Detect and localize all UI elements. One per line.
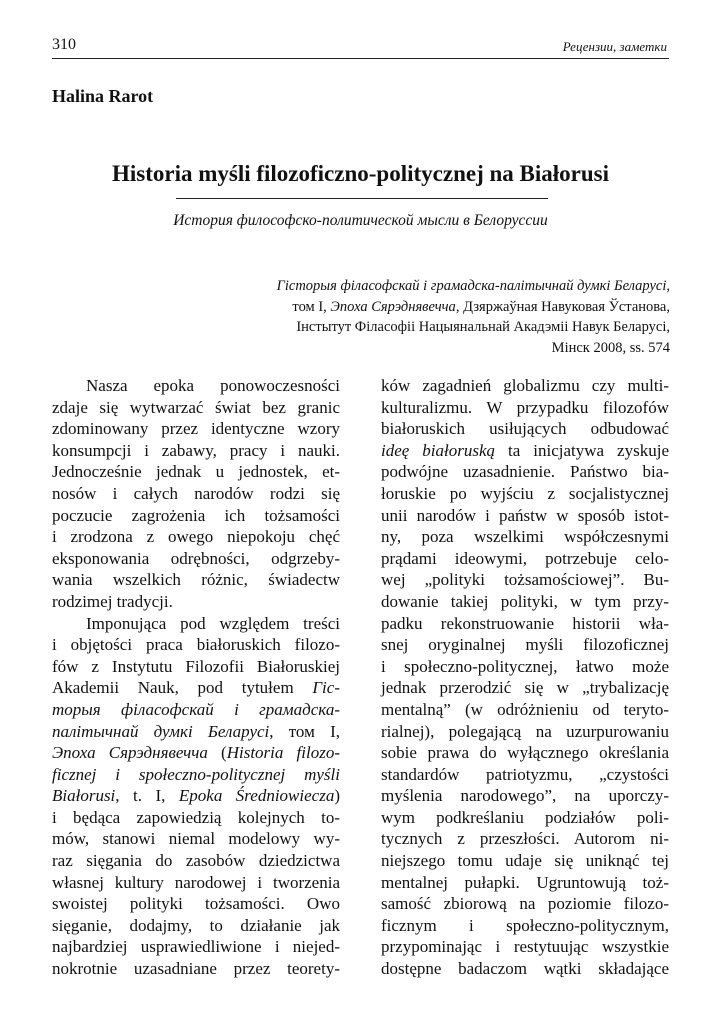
text-line: Эпоха Сярэднявечча (Historia filozo-	[52, 743, 340, 763]
text-line: najbardziej usprawiedliwione i niejed-	[52, 937, 340, 957]
text-line: торыя філасофскай і грамадска-	[52, 699, 340, 719]
text-line: палітычнай думкі Беларусі, том I,	[52, 721, 340, 741]
text-line: mów, stanowi niemal modelowy wy-	[52, 829, 340, 849]
text-line: i społeczno-politycznej, łatwo może	[381, 656, 669, 676]
text-line: raz sięgania do zasobów dziedzictwa	[52, 851, 340, 871]
text-line: mentalną” (w odróżnieniu od teryto-	[381, 699, 669, 719]
text-line: podwójne uzasadnienie. Państwo bia-	[381, 462, 669, 482]
text-line: ficznej i społeczno-politycznej myśli	[52, 764, 340, 784]
text-line: konsumpcji i zabawy, pracy i nauki.	[52, 440, 340, 460]
page-header	[52, 36, 669, 59]
biblio-line: Мінск 2008, ss. 574	[551, 339, 670, 356]
text-line: dowanie takiej polityki, w tym przy-	[381, 591, 669, 611]
paragraph	[52, 375, 340, 613]
running-title: Рецензии, заметки	[562, 39, 667, 54]
biblio-line: том I, Эпоха Сярэднявечча, Дзяржаўная Навуковая Ўстанова,	[292, 298, 670, 315]
text-line: poczucie zagrożenia ich tożsamości	[52, 505, 340, 525]
text-line: zdaje się wytwarzać świat bez granic	[52, 397, 340, 417]
biblio-book-title: Гісторыя філасофскай і грамадска-палітычнай думкі Беларусі,	[276, 278, 670, 294]
page-number: 310	[52, 36, 76, 53]
text-line: sobie prawa do wyłącznego określania	[381, 743, 669, 763]
text-line: wania wszelkich różnic, świadectw	[52, 570, 340, 590]
author-name: Halina Rarot	[52, 86, 154, 106]
text-line: snej oryginalnej myśli filozoficznej	[381, 635, 669, 655]
biblio-volume-title: Эпоха Сярэднявечча	[330, 298, 456, 315]
paragraph	[381, 375, 669, 980]
left-column	[52, 375, 340, 980]
text-line: kulturalizmu. W przypadku filozofów	[381, 397, 669, 417]
text-line: swoistej polityki tożsamości. Owo	[52, 894, 340, 914]
text-line: Białorusi, t. I, Epoka Średniowiecza)	[52, 786, 340, 806]
text-line: zdominowany przez identyczne wzory	[52, 419, 340, 439]
text-line: i objętości praca białoruskich filozo-	[52, 635, 340, 655]
text-line: dostępne badaczom wątki składające	[381, 959, 669, 979]
text-line: ficznym i społeczno-politycznym,	[381, 915, 669, 935]
article-subtitle: История философско-политической мысли в Белоруссии	[173, 212, 548, 229]
text-line: padku rekonstruowanie historii wła-	[381, 613, 669, 633]
text-line: tycznych z przeszłości. Autorom ni-	[381, 829, 669, 849]
text-line: sięganie, dodajmy, to działanie jak	[52, 915, 340, 935]
text-line: wym podkreślaniu podziałów poli-	[381, 807, 669, 827]
text-line: ny, poza wszelkimi współczesnymi	[381, 527, 669, 547]
text-line: rodzimej tradycji.	[52, 591, 173, 611]
paragraph	[52, 613, 340, 980]
text-line: samość zbiorową na poziomie filozo-	[381, 894, 669, 914]
text-line: i zrodzona z owego niepokoju chęć	[52, 527, 340, 547]
text-line: prądami ideowymi, potrzebuje celo-	[381, 548, 669, 568]
text-line: łoruskie po wyjściu z socjalistycznej	[381, 483, 669, 503]
text-line: rialnej), polegającą na uzurpurowaniu	[381, 721, 669, 741]
text-line: nokrotnie uzasadniane przez teorety-	[52, 959, 340, 979]
article-title: Historia myśli filozoficzno-politycznej na Białorusi	[111, 161, 609, 186]
text-line: Akademii Nauk, pod tytułem Гіс-	[52, 678, 340, 698]
text-line: unii narodów i państw w sposób istot-	[381, 505, 669, 525]
text-line: Nasza epoka ponowoczesności	[86, 376, 340, 395]
biblio-line	[190, 276, 670, 297]
biblio-line: Інстытут Філасофіі Нацыянальнай Акадэміі Навук Беларусі,	[296, 319, 670, 335]
text-line: białoruskich usiłujących odbudować	[381, 419, 669, 439]
text-line: jednak przerodzić się w „trybalizację	[381, 678, 669, 698]
text-line: przypominając i restytuując wszystkie	[381, 937, 669, 957]
text-line: Imponująca pod względem treści	[86, 613, 340, 633]
title-divider	[176, 198, 548, 199]
right-column	[381, 375, 669, 980]
text-line: wej „polityki tożsamościowej”. Bu-	[381, 570, 669, 590]
text-line: standardów patriotyzmu, „czystości	[381, 764, 669, 784]
text-line: myślenia narodowego”, na uporczy-	[381, 786, 669, 806]
text-line: niejszego tomu udaje się uniknąć tej	[381, 851, 669, 871]
text-line: Jednocześnie jednak u jednostek, et-	[52, 462, 340, 482]
text-line: własnej kultury narodowej i tworzenia	[52, 872, 340, 892]
text-line: mentalnej pułapki. Ugruntowują toż-	[381, 872, 669, 892]
text-line: ideę białoruską ta inicjatywa zyskuje	[381, 440, 669, 460]
bibliographic-reference	[190, 276, 670, 358]
text-line: ków zagadnień globalizmu czy multi-	[381, 376, 669, 395]
text-line: nosów i całych narodów rodzi się	[52, 483, 340, 503]
text-line: eksponowania odrębności, odgrzeby-	[52, 548, 340, 568]
text-line: fów z Instytutu Filozofii Białoruskiej	[52, 656, 340, 676]
text-line: i będąca zapowiedzią kolejnych to-	[52, 807, 340, 827]
